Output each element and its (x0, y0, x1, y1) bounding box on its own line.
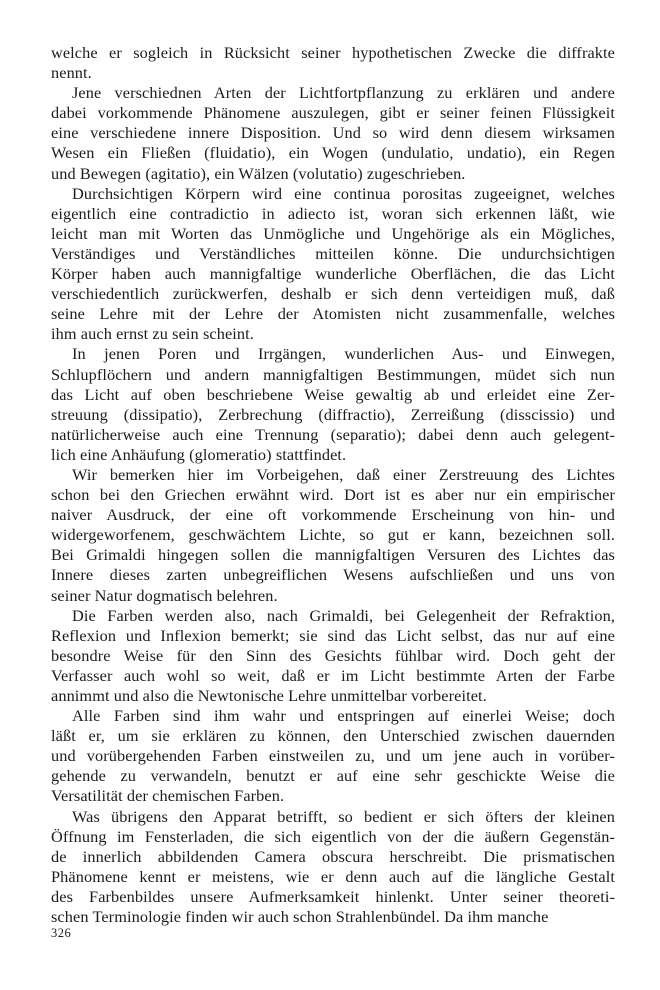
text-line: Öffnung im Fensterladen, die sich eigentlich von der die äußern Gegenstän- (51, 826, 615, 846)
text-line: lich eine Anhäufung (glomeratio) stattfindet. (51, 444, 347, 464)
paragraph (51, 606, 615, 706)
text-line: Verständiges und Verständliches mitteilen könne. Die undurchsichtigen (51, 243, 615, 263)
page-number: 326 (51, 926, 72, 940)
text-line: Durchsichtigen Körpern wird eine continua porositas zugeeignet, welches (72, 183, 615, 203)
paragraph (51, 184, 615, 345)
text-line: Bei Grimaldi hingegen sollen die mannigfaltigen Versuren des Lichtes das (51, 545, 615, 565)
text-line: Schlupflöchern und andern mannigfaltigen Bestimmungen, müdet sich nun (51, 364, 615, 384)
text-line: besondre Weise für den Sinn des Gesichts fühlbar wird. Doch geht der (51, 645, 615, 665)
paragraph (51, 43, 615, 83)
paragraph (51, 344, 615, 465)
paragraph (51, 83, 615, 183)
text-line: des Farbenbildes unsere Aufmerksamkeit hinlenkt. Unter seiner theoreti- (51, 886, 615, 906)
text-line: verschiedentlich zurückwerfen, deshalb er sich denn verteidigen muß, daß (51, 284, 615, 304)
text-line: ihm auch ernst zu sein scheint. (51, 324, 254, 344)
text-line: Innere dieses zarten unbegreiflichen Wesens aufschließen und uns von (51, 565, 615, 585)
paragraph (51, 465, 615, 606)
text-line: gehende zu verwandeln, benutzt er auf eine sehr geschickte Weise die (51, 766, 615, 786)
text-line: nennt. (51, 63, 92, 83)
text-line: Reflexion und Inflexion bemerkt; sie sind das Licht selbst, das nur auf eine (51, 625, 615, 645)
text-line: und Bewegen (agitatio), ein Wälzen (volutatio) zugeschrieben. (51, 163, 466, 183)
text-line: Körper haben auch mannigfaltige wunderliche Oberflächen, die das Licht (51, 264, 615, 284)
text-line: Alle Farben sind ihm wahr und entspringen auf einerlei Weise; doch (72, 706, 615, 726)
text-line: eigentlich eine contradictio in adiecto ist, woran sich erkennen läßt, wie (51, 203, 615, 223)
text-line: annimmt und also die Newtonische Lehre unmittelbar vorbereitet. (51, 686, 487, 705)
text-line: de innerlich abbildenden Camera obscura herschreibt. Die prismatischen (51, 846, 615, 866)
text-line: welche er sogleich in Rücksicht seiner hypothetischen Zwecke die diffrakte (51, 43, 615, 62)
text-line: Die Farben werden also, nach Grimaldi, bei Gelegenheit der Refraktion, (72, 605, 615, 625)
body-text (51, 43, 615, 927)
text-line: widergeworfenem, geschwächtem Lichte, so gut er kann, bezeichnen soll. (51, 525, 615, 545)
text-line: In jenen Poren und Irrgängen, wunderlichen Aus- und Einwegen, (72, 344, 615, 364)
text-line: eine verschiedene innere Disposition. Und so wird denn diesem wirksamen (51, 123, 615, 143)
text-line: läßt er, um sie erklären zu können, den Unterschied zwischen dauernden (51, 726, 615, 746)
text-line: Wir bemerken hier im Vorbeigehen, daß einer Zerstreuung des Lichtes (72, 464, 615, 484)
text-line: das Licht auf oben beschriebene Weise gewaltig ab und erleidet eine Zer- (51, 384, 615, 404)
text-line: streuung (dissipatio), Zerbrechung (diffractio), Zerreißung (disscissio) und (51, 404, 615, 424)
text-line: schon bei den Griechen erwähnt wird. Dort ist es aber nur ein empirischer (51, 485, 615, 505)
text-line: Wesen ein Fließen (fluidatio), ein Wogen (undulatio, undatio), ein Regen (51, 143, 615, 163)
text-line: leicht man mit Worten das Unmögliche und Ungehörige als ein Mögliches, (51, 223, 615, 243)
text-line: und vorübergehenden Farben einstweilen zu, und um jene auch in vorüber- (51, 746, 615, 766)
paragraph (51, 807, 615, 928)
text-line: seiner Natur dogmatisch belehren. (51, 585, 278, 605)
text-line: seine Lehre mit der Lehre der Atomisten nicht zusammenfalle, welches (51, 304, 615, 324)
text-line: Verfasser auch wohl so weit, daß er im Licht bestimmte Arten der Farbe (51, 665, 615, 685)
text-line: naiver Ausdruck, der eine oft vorkommende Erscheinung von hin- und (51, 505, 615, 525)
text-line: Was übrigens den Apparat betrifft, so bedient er sich öfters der kleinen (72, 806, 615, 826)
paragraph (51, 706, 615, 806)
text-line: natürlicherweise auch eine Trennung (separatio); dabei denn auch gelegent- (51, 424, 615, 444)
text-line: dabei vorkommende Phänomene auszulegen, gibt er seiner feinen Flüssigkeit (51, 103, 615, 123)
text-line: Jene verschiednen Arten der Lichtfortpflanzung zu erklären und andere (72, 83, 615, 103)
text-line: schen Terminologie finden wir auch schon Strahlenbündel. Da ihm manche (51, 907, 549, 927)
text-line: Phänomene kennt er meistens, wie er denn auch auf die längliche Gestalt (51, 866, 615, 886)
text-line: Versatilität der chemischen Farben. (51, 786, 285, 806)
